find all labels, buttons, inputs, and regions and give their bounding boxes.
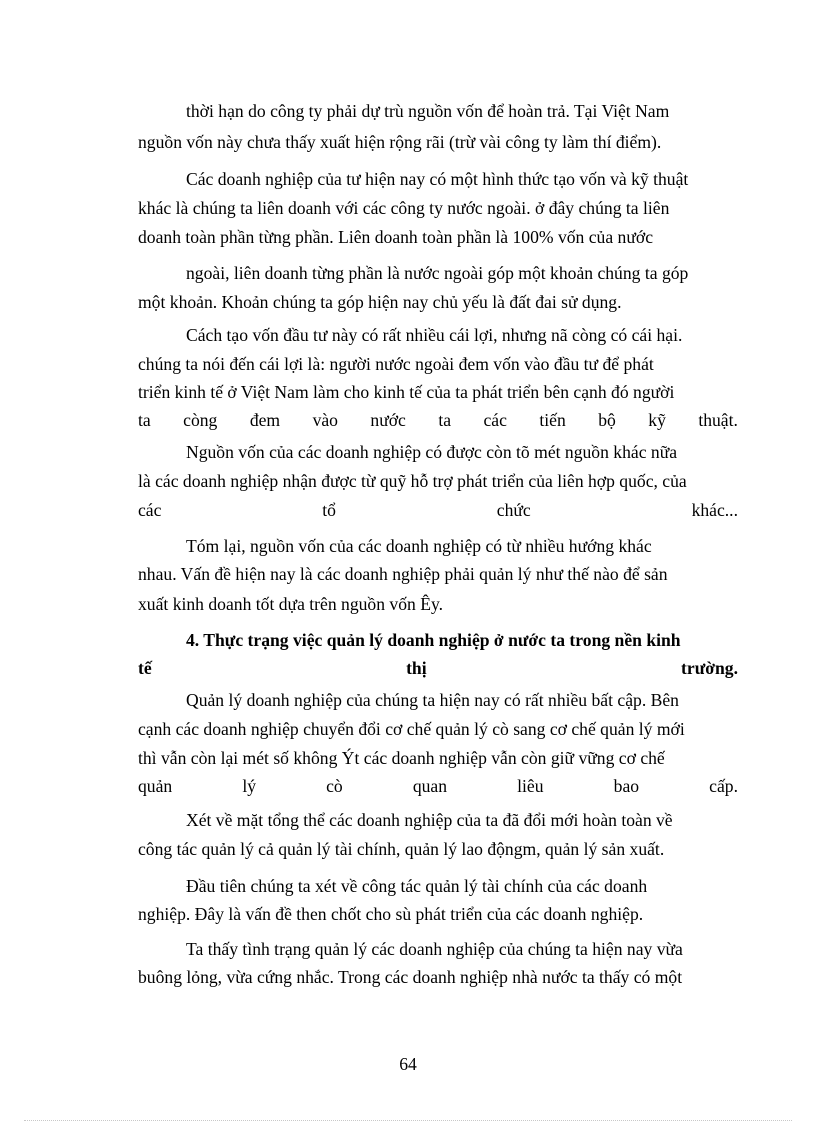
word: trường. <box>681 658 738 678</box>
word: chức <box>496 500 531 520</box>
justified-line <box>138 500 738 521</box>
word: quản <box>138 776 173 796</box>
word: đem <box>249 410 281 430</box>
word: nước <box>370 410 406 430</box>
text-line: Xét về mặt tổng thể các doanh nghiệp của ta đã đổi mới hoàn toàn về <box>186 810 673 830</box>
word: vào <box>312 410 338 430</box>
text-line: Đầu tiên chúng ta xét về công tác quản lý tài chính của các doanh <box>186 876 648 896</box>
page-number: 64 <box>399 1054 417 1074</box>
text-line: khác là chúng ta liên doanh với các công ty nước ngoài. ở đây chúng ta liên <box>138 198 670 218</box>
word: ta <box>438 410 452 430</box>
word: quan <box>412 776 448 796</box>
justified-line <box>138 410 738 431</box>
word: tổ <box>322 500 336 520</box>
word: ta <box>138 410 151 430</box>
word: kỹ <box>648 410 666 430</box>
text-line: xuất kinh doanh tốt dựa trên nguồn vốn Êy. <box>138 594 443 614</box>
text-line: triển kinh tế ở Việt Nam làm cho kinh tế của ta phát triển bên cạnh đó người <box>138 382 675 402</box>
word: liêu <box>517 776 544 796</box>
text-line: Quản lý doanh nghiệp của chúng ta hiện nay có rất nhiều bất cập. Bên <box>186 690 679 710</box>
footer-divider <box>24 1120 792 1121</box>
word: còng <box>183 410 218 430</box>
word: các <box>483 410 507 430</box>
word: tiến <box>539 410 566 430</box>
text-line: là các doanh nghiệp nhận được từ quỹ hỗ trợ phát triển của liên hợp quốc, của <box>138 471 687 491</box>
word: tế <box>138 658 152 678</box>
word: cò <box>326 776 343 796</box>
text-line: nghiệp. Đây là vấn đề then chốt cho sù phát triển của các doanh nghiệp. <box>138 904 644 924</box>
text-line: ngoài, liên doanh từng phần là nước ngoài góp một khoản chúng ta góp <box>186 263 689 283</box>
word: thị <box>406 658 427 678</box>
word: bao <box>613 776 640 796</box>
text-line: Các doanh nghiệp của tư hiện nay có một hình thức tạo vốn và kỹ thuật <box>186 169 689 189</box>
text-line: Tóm lại, nguồn vốn của các doanh nghiệp có từ nhiều hướng khác <box>186 536 652 556</box>
justified-line <box>138 776 738 797</box>
text-line: doanh toàn phần từng phần. Liên doanh toàn phần là 100% vốn của nước <box>138 227 654 247</box>
text-line: Cách tạo vốn đầu tư này có rất nhiều cái lợi, nhưng nã còng có cái hại. <box>186 325 683 345</box>
word: thuật. <box>698 410 738 430</box>
word: lý <box>242 776 256 796</box>
text-line: một khoản. Khoản chúng ta góp hiện nay chủ yếu là đất đai sử dụng. <box>138 292 622 312</box>
word: bộ <box>598 410 616 430</box>
text-line: nguồn vốn này chưa thấy xuất hiện rộng rãi (trừ vài công ty làm thí điểm). <box>138 132 662 152</box>
word: khác... <box>691 500 738 520</box>
text-line: Ta thấy tình trạng quản lý các doanh nghiệp của chúng ta hiện nay vừa <box>186 939 683 959</box>
text-line: công tác quản lý cả quản lý tài chính, quản lý lao độngm, quản lý sản xuất. <box>138 839 665 859</box>
text-line: chúng ta nói đến cái lợi là: người nước ngoài đem vốn vào đầu tư để phát <box>138 354 654 374</box>
word: cấp. <box>709 776 738 796</box>
text-line: nhau. Vấn đề hiện nay là các doanh nghiệp phải quản lý như thế nào để sản <box>138 564 668 584</box>
text-line: thì vẫn còn lại mét số không Ýt các doanh nghiệp vẫn còn giữ vững cơ chế <box>138 748 665 768</box>
section-heading-justified <box>138 658 738 679</box>
text-line: buông lỏng, vừa cứng nhắc. Trong các doanh nghiệp nhà nước ta thấy có một <box>138 967 683 987</box>
word: các <box>138 500 162 520</box>
text-line: thời hạn do công ty phải dự trù nguồn vốn để hoàn trả. Tại Việt Nam <box>186 101 670 121</box>
section-heading: 4. Thực trạng việc quản lý doanh nghiệp ở nước ta trong nền kinh <box>186 630 681 650</box>
text-line: cạnh các doanh nghiệp chuyển đổi cơ chế quản lý cò sang cơ chế quản lý mới <box>138 719 685 739</box>
text-line: Nguồn vốn của các doanh nghiệp có được còn tõ mét nguồn khác nữa <box>186 442 678 462</box>
